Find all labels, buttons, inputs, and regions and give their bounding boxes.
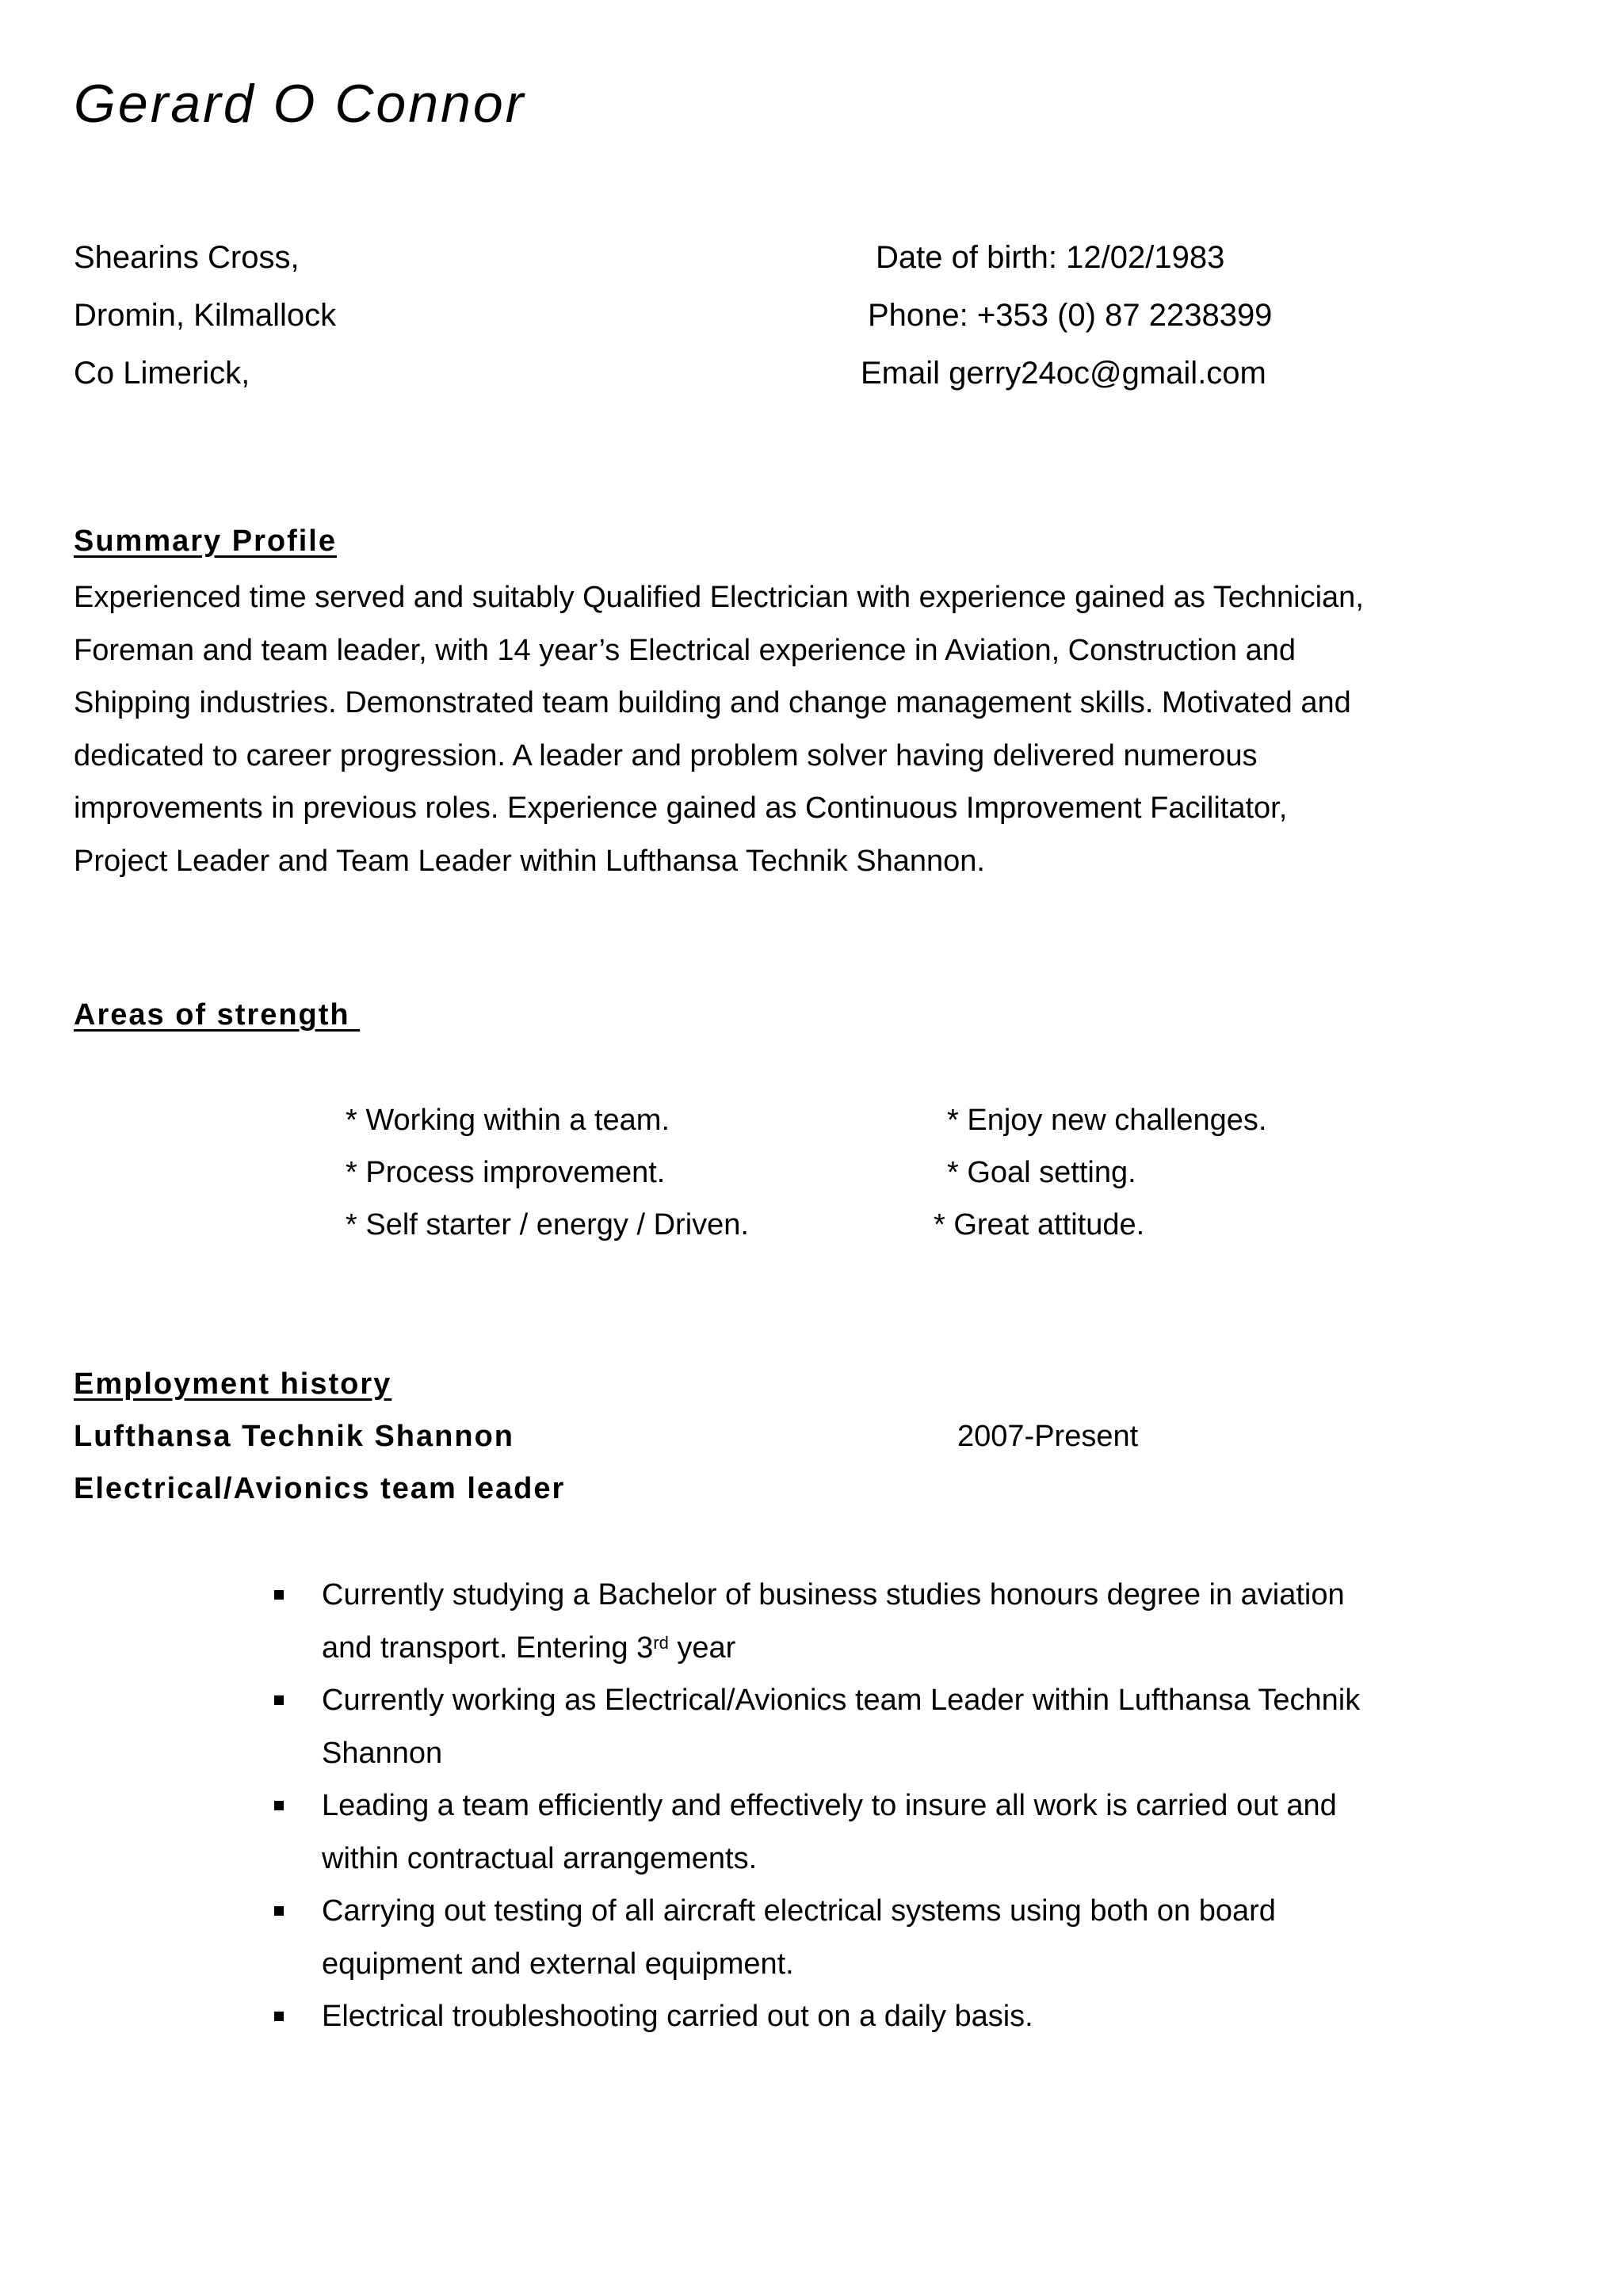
summary-line: Project Leader and Team Leader within Lufthansa Technik Shannon.	[74, 844, 985, 878]
square-bullet-icon	[266, 1885, 322, 1990]
list-item-text: Shannon	[322, 1736, 443, 1770]
phone-number: Phone: +353 (0) 87 2238399	[868, 298, 1273, 333]
list-item	[266, 1885, 1439, 1990]
list-item	[266, 1990, 1439, 2043]
ordinal-superscript: rd	[653, 1632, 669, 1653]
employment-heading: Employment history	[74, 1367, 392, 1401]
strength-item: * Working within a team.	[346, 1104, 670, 1137]
square-bullet-icon	[266, 1779, 322, 1885]
square-bullet-icon	[266, 1569, 322, 1674]
square-bullet-icon	[266, 1990, 322, 2043]
list-item-text: equipment and external equipment.	[322, 1947, 794, 1981]
address-line-2: Dromin, Kilmallock	[74, 298, 337, 333]
strength-item: * Goal setting.	[947, 1156, 1136, 1189]
employer-name: Lufthansa Technik Shannon	[74, 1420, 514, 1453]
candidate-name: Gerard O Connor	[74, 74, 526, 134]
strength-item: * Great attitude.	[934, 1208, 1145, 1241]
strength-item: * Self starter / energy / Driven.	[346, 1208, 749, 1241]
summary-paragraph	[74, 571, 1389, 887]
summary-line: dedicated to career progression. A leader and problem solver having delivered numerous	[74, 738, 1258, 772]
list-item-text: Leading a team efficiently and effectively to insure all work is carried out and	[322, 1789, 1337, 1822]
list-item-text: Currently working as Electrical/Avionics team Leader within Lufthansa Technik	[322, 1684, 1361, 1717]
summary-line: Experienced time served and suitably Qualified Electrician with experience gained as Technician,	[74, 581, 1364, 614]
address-line-3: Co Limerick,	[74, 356, 250, 391]
responsibilities-list	[266, 1569, 1439, 2043]
square-bullet-icon	[266, 1674, 322, 1779]
list-item-text: and transport. Entering 3rd year	[322, 1630, 736, 1665]
summary-line: improvements in previous roles. Experience gained as Continuous Improvement Facilitator,	[74, 791, 1288, 825]
list-item	[266, 1569, 1439, 1674]
list-item-text: Currently studying a Bachelor of business studies honours degree in aviation	[322, 1578, 1345, 1611]
email-address: Email gerry24oc@gmail.com	[861, 356, 1266, 391]
strength-item: * Process improvement.	[346, 1156, 666, 1189]
summary-heading: Summary Profile	[74, 524, 337, 558]
strength-item: * Enjoy new challenges.	[947, 1104, 1267, 1137]
summary-line: Shipping industries. Demonstrated team building and change management skills. Motivated and	[74, 686, 1351, 719]
list-item-text: within contractual arrangements.	[322, 1841, 758, 1875]
list-item	[266, 1779, 1439, 1885]
employment-period: 2007-Present	[957, 1420, 1139, 1453]
job-title: Electrical/Avionics team leader	[74, 1472, 566, 1505]
summary-line: Foreman and team leader, with 14 year’s Electrical experience in Aviation, Construction and	[74, 633, 1296, 667]
strengths-heading: Areas of strength	[74, 998, 361, 1032]
list-item-text: Carrying out testing of all aircraft electrical systems using both on board	[322, 1894, 1276, 1928]
list-item	[266, 1674, 1439, 1779]
address-line-1: Shearins Cross,	[74, 240, 300, 275]
list-item-text: Electrical troubleshooting carried out on a daily basis.	[322, 2000, 1033, 2033]
date-of-birth: Date of birth: 12/02/1983	[876, 240, 1225, 275]
